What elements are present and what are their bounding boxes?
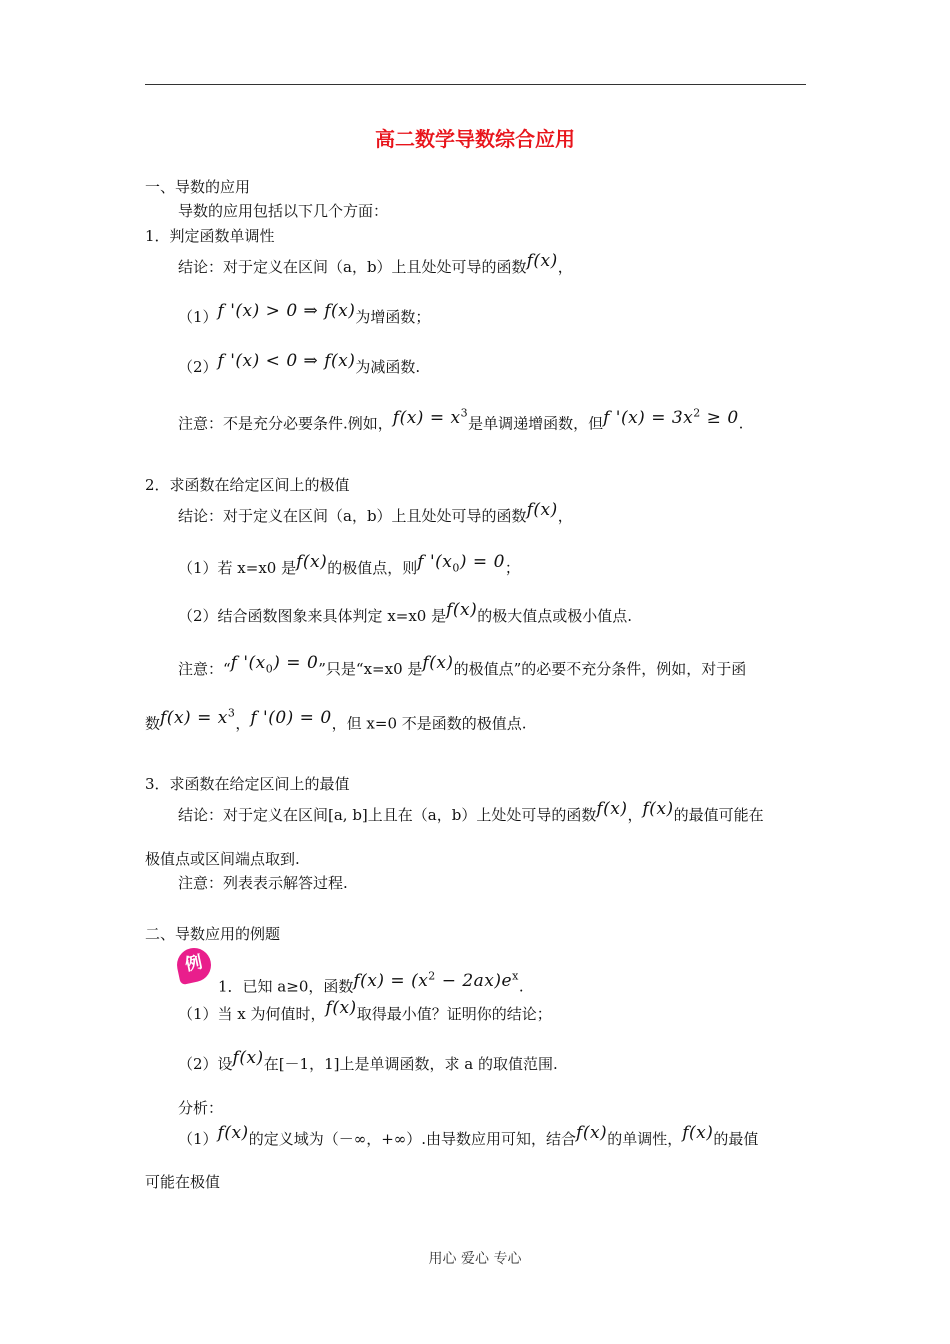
part3-heading: 3．求函数在给定区间上的最值 — [145, 775, 350, 793]
analysis-label: 分析： — [178, 1099, 224, 1117]
part1-item2: （2）f '(x) < 0 ⇒ f(x)为减函数. — [178, 351, 421, 376]
section1-heading: 一、导数的应用 — [145, 178, 251, 196]
analysis-line1: （1）f(x)的定义域为（－∞，+∞）.由导数应用可知，结合f(x)的单调性，f(x)的最值 — [178, 1123, 759, 1148]
example1-statement: 1．已知 a≥0，函数$f(x) = (x^2 - 2ax)e^x$. — [218, 969, 524, 996]
part2-item1: （1）若 x=x0 是f(x)的极值点，则f '$(x_0) = 0$； — [178, 552, 520, 577]
part2-heading: 2．求函数在给定区间上的极值 — [145, 476, 350, 494]
header-rule — [145, 84, 806, 85]
section2-heading: 二、导数应用的例题 — [145, 925, 281, 943]
example-badge-icon: 例 — [174, 945, 214, 985]
example1-question1: （1）当 x 为何值时，f(x)取得最小值？证明你的结论； — [178, 998, 552, 1023]
part2-note-cont: 数$f(x) = x^3$，f '(0) = 0，但 x=0 不是函数的极值点. — [145, 706, 527, 733]
part3-conclusion: 结论：对于定义在区间[a, b]上且在（a，b）上处处可导的函数f(x)，f(x)的最值可能在 — [178, 799, 764, 824]
part2-note: 注意：“f '$(x_0) = 0$”只是“x=x0 是f(x)的极值点”的必要不充分条件，例如，对于函 — [178, 653, 747, 678]
example1-question2: （2）设f(x)在[－1，1]上是单调函数，求 a 的取值范围. — [178, 1048, 558, 1073]
part1-note: 注意：不是充分必要条件.例如，$f(x) = x^3$是单调递增函数，但f '$(x) = 3x^2 \ge 0$. — [178, 406, 744, 433]
part1-item1: （1）f '(x) > 0 ⇒ f(x)为增函数； — [178, 301, 431, 326]
part1-heading: 1．判定函数单调性 — [145, 227, 275, 245]
part2-conclusion: 结论：对于定义在区间（a，b）上且处处可导的函数f(x)， — [178, 500, 573, 525]
part3-conclusion-cont: 极值点或区间端点取到. — [145, 850, 300, 868]
part2-item2: （2）结合函数图象来具体判定 x=x0 是f(x)的极大值点或极小值点. — [178, 600, 633, 625]
page-title: 高二数学导数综合应用 — [375, 127, 575, 151]
page-footer: 用心 爱心 专心 — [428, 1251, 522, 1267]
analysis-line2: 可能在极值 — [145, 1173, 221, 1191]
part1-conclusion: 结论：对于定义在区间（a，b）上且处处可导的函数f(x)， — [178, 251, 573, 276]
section1-intro: 导数的应用包括以下几个方面： — [178, 202, 389, 220]
part3-note: 注意：列表表示解答过程. — [178, 874, 348, 892]
